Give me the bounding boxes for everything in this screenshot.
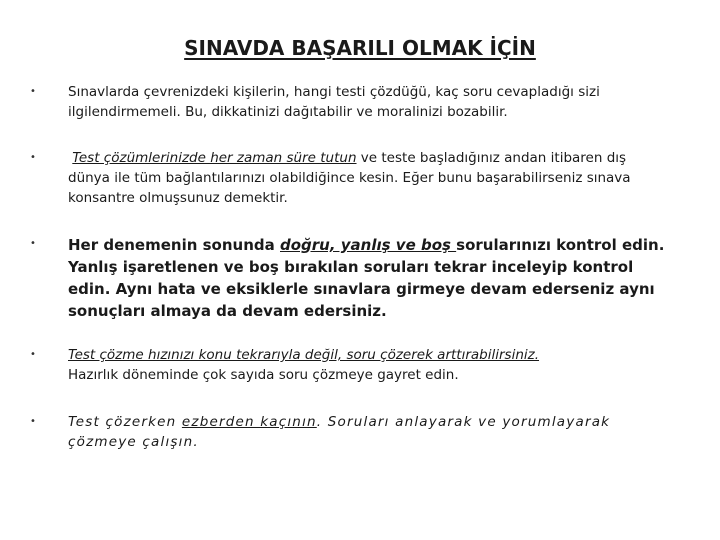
list-item [30,148,670,208]
item-emphasis: Test çözümlerinizde her zaman süre tutun [72,150,357,166]
item-text [68,148,670,208]
item-rest: . Soruları anlayarak ve yorumlayarak çözmeye çalışın. [68,414,611,450]
item-text: Sınavlarda çevrenizdeki kişilerin, hangi testi çözdüğü, kaç soru cevapladığı sizi ilgilendirmemeli. Bu, dikkatinizi dağıtabilir ve moralinizi bozabilir. [68,84,600,120]
item-emphasis: Test çözme hızınızı konu tekrarıyla değil, soru çözerek arttırabilirsiniz. [68,347,540,363]
bullet-icon: • [30,238,36,249]
item-rest: sorularınızı kontrol edin. Yanlış işaretlenen ve boş bırakılan soruları tekrar inceleyip kontrol edin. Aynı hata ve eksiklerle sınavlara girmeye devam ederseniz aynı sonuçları almaya da devam edersiniz. [68,236,665,320]
bullet-icon: • [30,416,36,427]
list-item [30,412,670,452]
item-text [68,234,670,322]
page-title: SINAVDA BAŞARILI OLMAK İÇİN [184,36,536,60]
list-item [30,345,670,385]
item-rest: ve teste başladığınız andan itibaren dış dünya ile tüm bağlantılarınızı olabildiğince kesin. Eğer bunu başarabilirseniz sınava konsantre olmuşsunuz demektir. [68,150,631,206]
item-emphasis: doğru, yanlış ve boş [280,236,457,254]
item-rest: Hazırlık döneminde çok sayıda soru çözmeye gayret edin. [68,367,459,383]
list-item [30,82,670,122]
list-item [30,234,670,322]
item-emphasis: ezberden kaçının [181,414,317,430]
bullet-icon: • [30,349,36,360]
item-text [68,345,670,385]
bullet-icon: • [30,152,36,163]
item-text [68,412,670,452]
item-prefix: Test çözerken [68,414,182,430]
bullet-icon: • [30,86,36,97]
item-prefix: Her denemenin sonunda [68,236,280,254]
